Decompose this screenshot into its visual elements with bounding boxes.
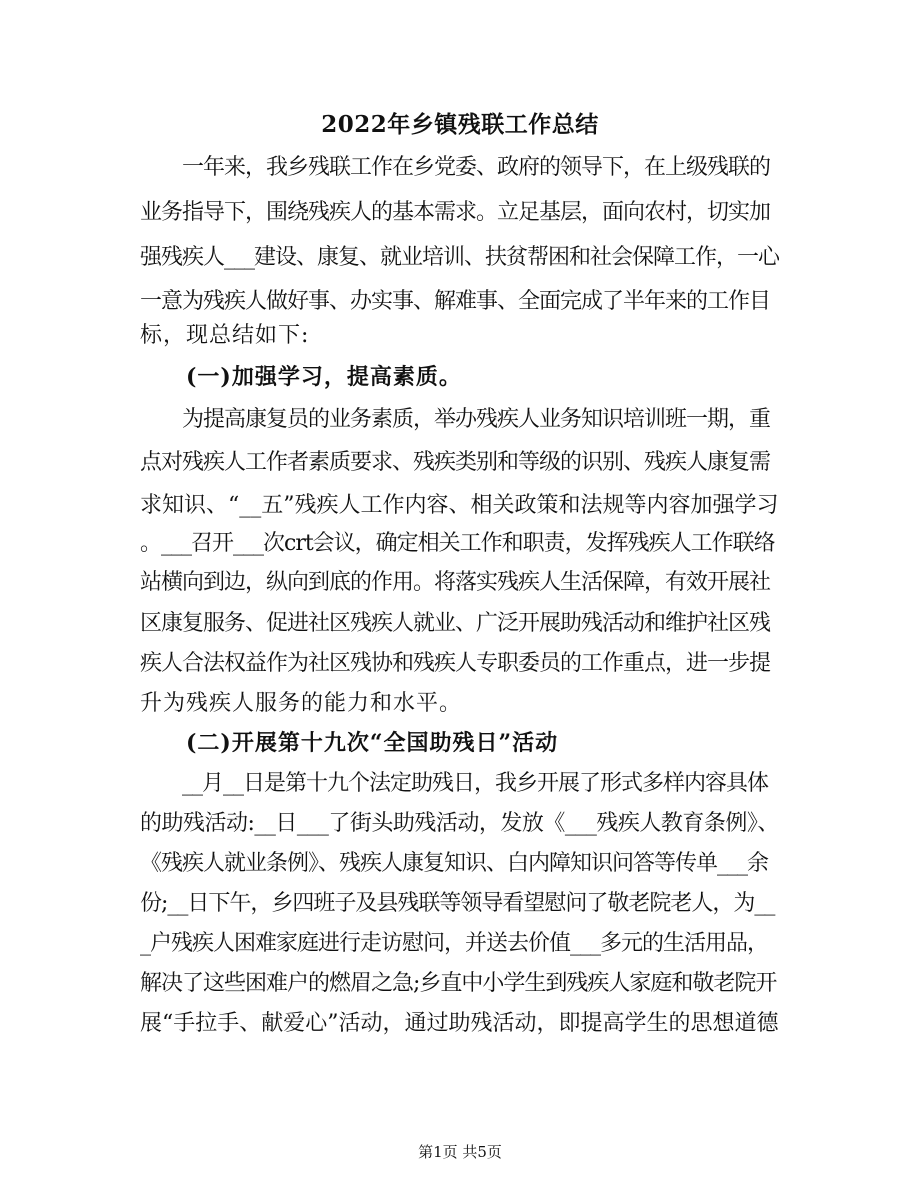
section-heading-2: (二)开展第十九次“全国助残日”活动 xyxy=(140,730,559,756)
body-line: 的助残活动:__日___了街头助残活动，发放《___残疾人教育条例》、 xyxy=(140,811,779,836)
body-line: _户残疾人困难家庭进行走访慰问，并送去价值___多元的生活用品， xyxy=(140,931,769,956)
body-line: 一意为残疾人做好事、办实事、解难事、全面完成了半年来的工作目 xyxy=(140,289,771,314)
body-line: 强残疾人___建设、康复、就业培训、扶贫帮困和社会保障工作，一心 xyxy=(140,245,780,270)
body-line: 升为残疾人服务的能力和水平。 xyxy=(140,691,463,716)
body-line: 求知识、“__五”残疾人工作内容、相关政策和法规等内容加强学习 xyxy=(140,493,779,518)
section-heading-1: (一)加强学习，提高素质。 xyxy=(140,364,462,390)
body-line: 展“手拉手、献爱心”活动，通过助残活动，即提高学生的思想道德 xyxy=(140,1011,779,1036)
body-line: __月__日是第十九个法定助残日，我乡开展了形式多样内容具体 xyxy=(140,771,769,796)
body-line: 《残疾人就业条例》、残疾人康复知识、白内障知识问答等传单___余 xyxy=(140,851,769,876)
body-line: 疾人合法权益作为社区残协和残疾人专职委员的工作重点，进一步提 xyxy=(140,651,771,676)
page-indicator: 第1页 共5页 xyxy=(418,1143,502,1161)
body-line: 解决了这些困难户的燃眉之急;乡直中小学生到残疾人家庭和敬老院开 xyxy=(140,971,777,996)
document-title: 2022年乡镇残联工作总结 xyxy=(321,111,599,138)
body-line: 。___召开___次crt会议，确定相关工作和职责，发挥残疾人工作联络 xyxy=(140,531,775,556)
body-line: 一年来，我乡残联工作在乡党委、政府的领导下，在上级残联的 xyxy=(140,155,771,180)
body-line: 区康复服务、促进社区残疾人就业、广泛开展助残活动和维护社区残 xyxy=(140,611,771,636)
body-line: 份;__日下午，乡四班子及县残联等领导看望慰问了敬老院老人，为__ xyxy=(140,891,775,916)
body-line: 点对残疾人工作者素质要求、残疾类别和等级的识别、残疾人康复需 xyxy=(140,450,771,475)
body-line: 业务指导下，围绕残疾人的基本需求。立足基层，面向农村，切实加 xyxy=(140,200,771,225)
body-line: 标，现总结如下: xyxy=(140,323,310,348)
body-line: 为提高康复员的业务素质，举办残疾人业务知识培训班一期，重 xyxy=(140,407,771,432)
body-line: 站横向到边，纵向到底的作用。将落实残疾人生活保障，有效开展社 xyxy=(140,570,771,595)
